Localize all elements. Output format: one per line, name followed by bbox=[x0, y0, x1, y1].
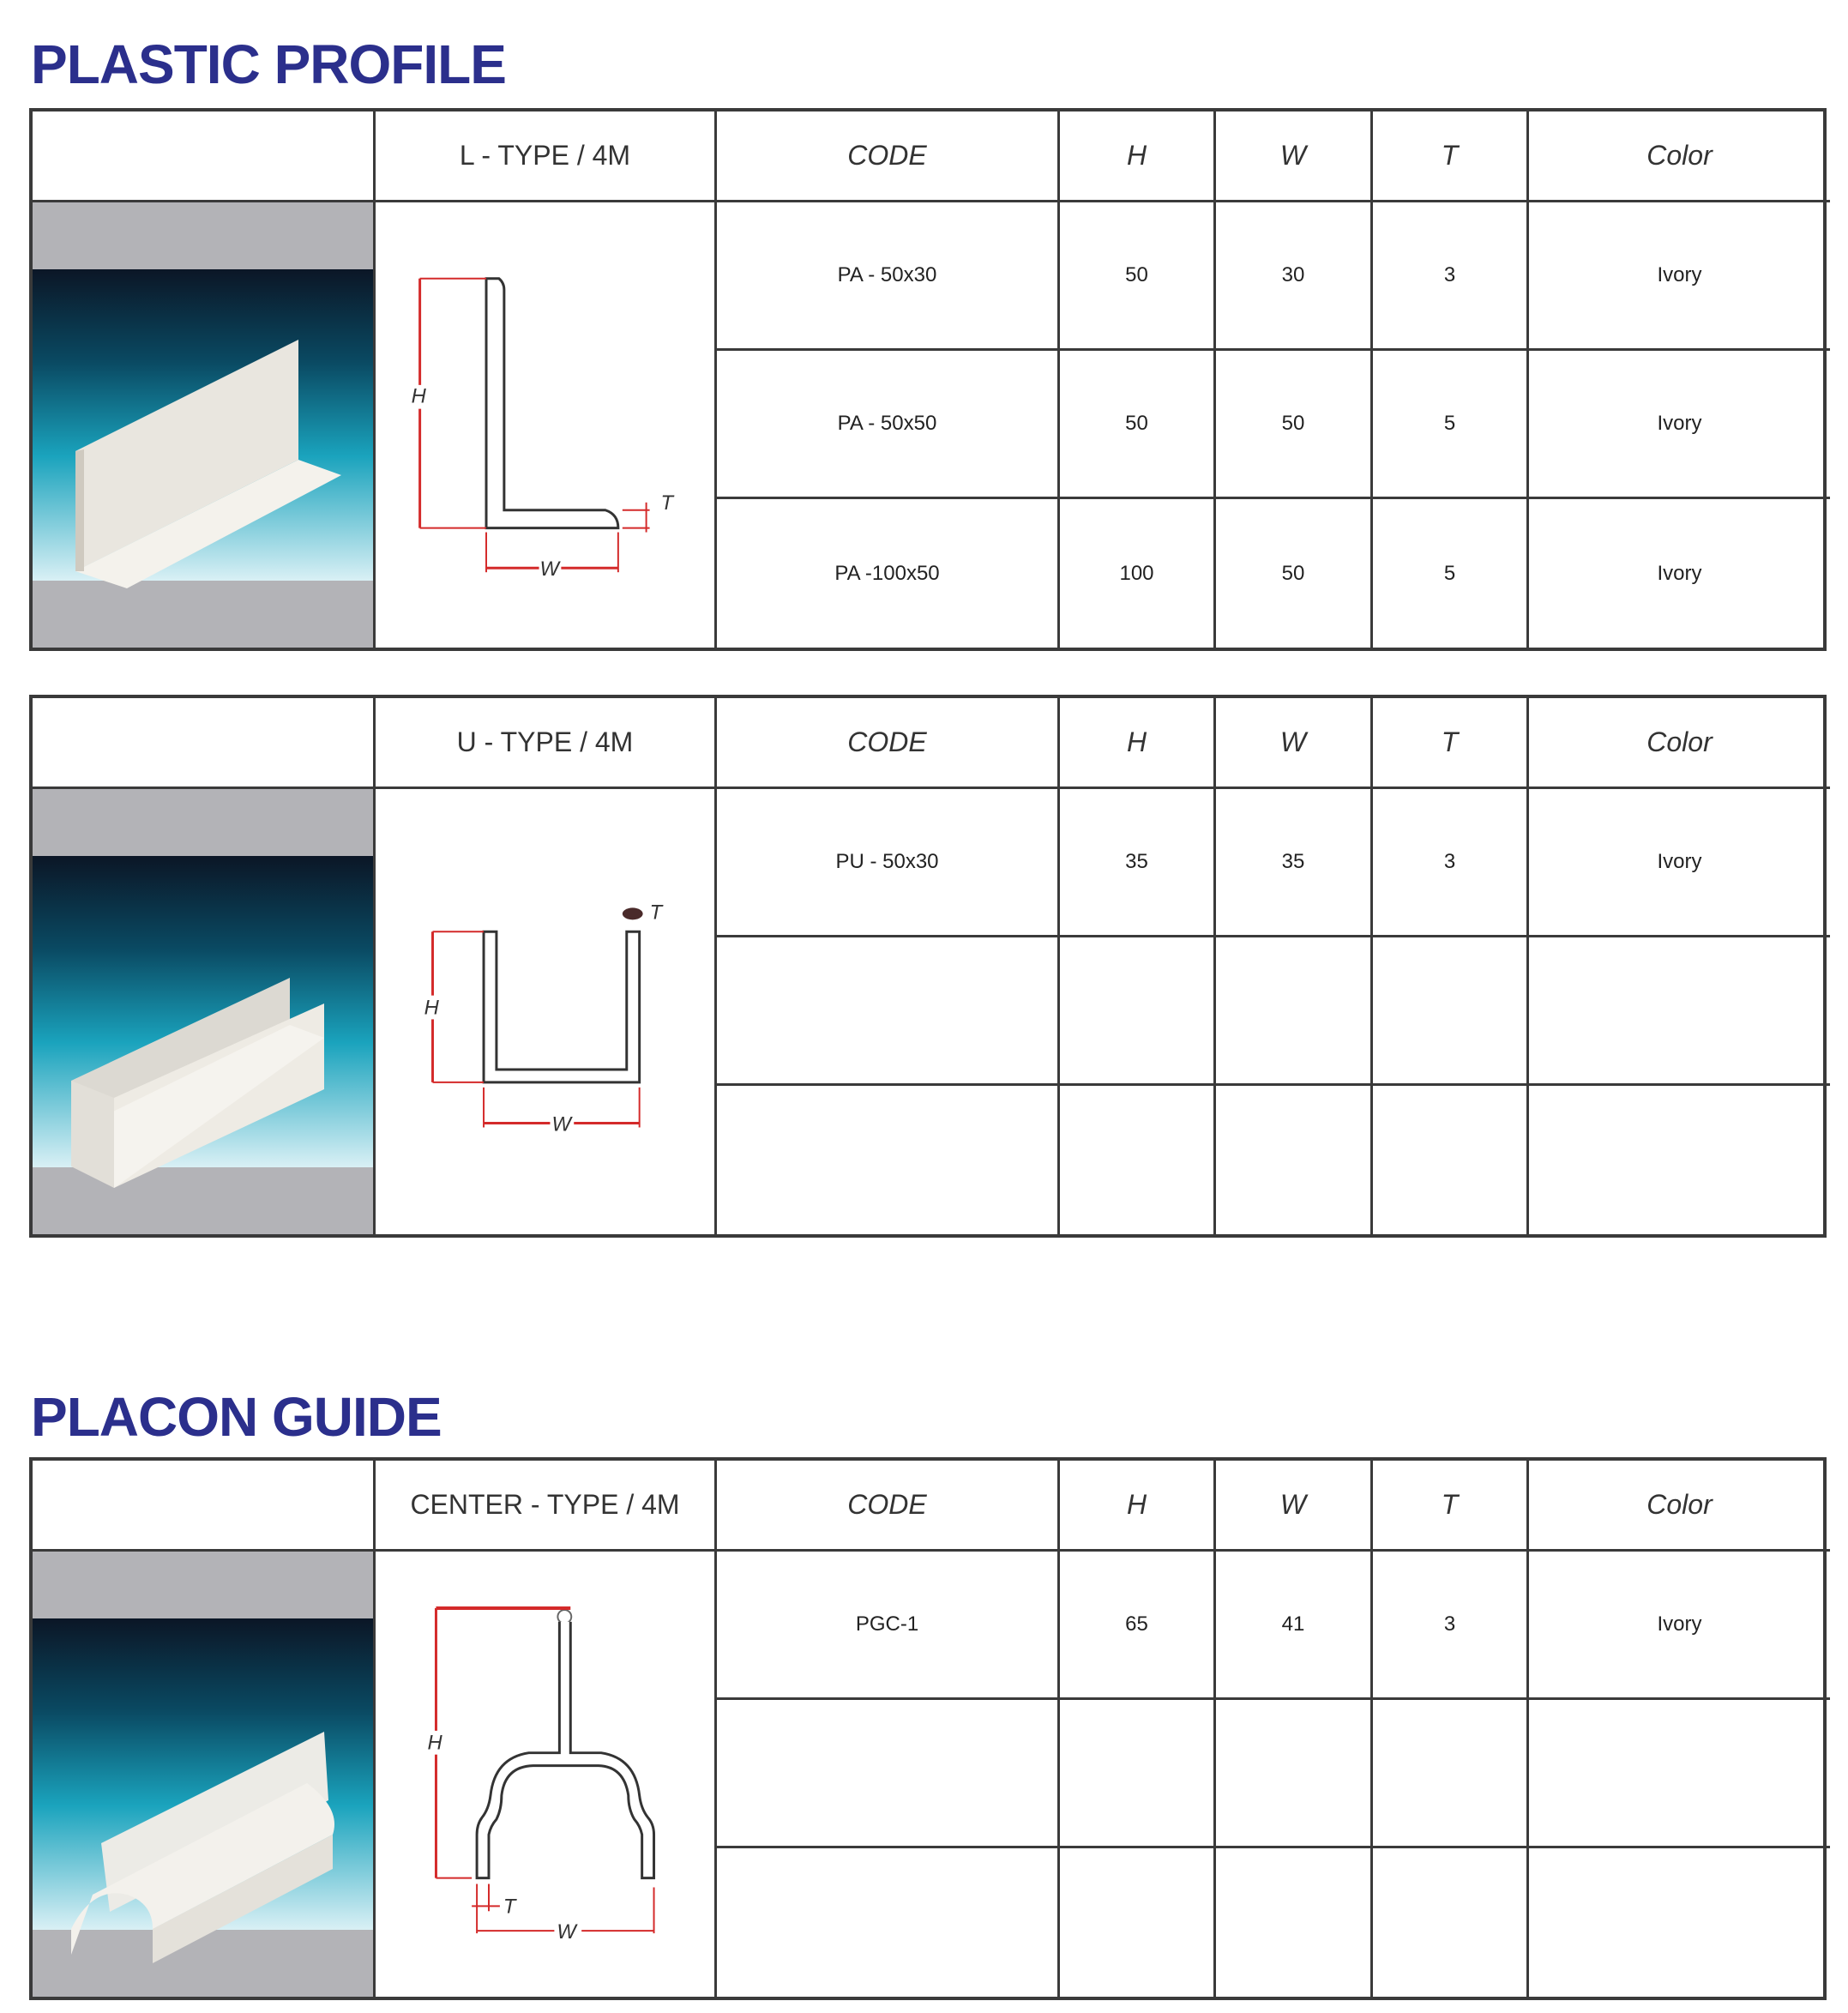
header-color: Color bbox=[1529, 698, 1830, 789]
cell-color bbox=[1529, 1086, 1830, 1234]
cell-h: 35 bbox=[1060, 789, 1216, 937]
type-label: U - TYPE / 4M bbox=[376, 698, 717, 789]
dim-label-t: T bbox=[660, 491, 674, 515]
cell-t bbox=[1373, 1848, 1529, 1997]
header-code: CODE bbox=[717, 698, 1060, 789]
cell-w: 35 bbox=[1216, 789, 1373, 937]
header-w: W bbox=[1216, 698, 1373, 789]
header-code: CODE bbox=[717, 1461, 1060, 1552]
cell-color: Ivory bbox=[1529, 789, 1830, 937]
cell-color: Ivory bbox=[1529, 1552, 1830, 1700]
cell-w bbox=[1216, 937, 1373, 1086]
cell-code: PA -100x50 bbox=[717, 499, 1060, 648]
product-table bbox=[29, 1457, 1827, 2000]
header-w: W bbox=[1216, 1461, 1373, 1552]
header-t: T bbox=[1373, 698, 1529, 789]
cell-w: 50 bbox=[1216, 351, 1373, 499]
section-title-plastic-profile: PLASTIC PROFILE bbox=[31, 33, 506, 95]
header-empty-cell bbox=[33, 1461, 376, 1552]
header-h: H bbox=[1060, 111, 1216, 202]
cell-w bbox=[1216, 1700, 1373, 1848]
profile-diagram bbox=[376, 789, 717, 1234]
section-title-placon-guide: PLACON GUIDE bbox=[31, 1386, 442, 1448]
header-color: Color bbox=[1529, 1461, 1830, 1552]
header-color: Color bbox=[1529, 111, 1830, 202]
cell-color bbox=[1529, 937, 1830, 1086]
header-h: H bbox=[1060, 1461, 1216, 1552]
cell-h bbox=[1060, 937, 1216, 1086]
dim-label-h: H bbox=[424, 995, 439, 1019]
dim-label-t: T bbox=[649, 900, 663, 924]
type-label: CENTER - TYPE / 4M bbox=[376, 1461, 717, 1552]
cell-color: Ivory bbox=[1657, 561, 1702, 585]
cell-w bbox=[1216, 1848, 1373, 1997]
cell-w bbox=[1216, 1086, 1373, 1234]
header-empty-cell bbox=[33, 698, 376, 789]
cell-t: 3 bbox=[1373, 789, 1529, 937]
profile-diagram bbox=[376, 202, 717, 648]
cell-t bbox=[1373, 937, 1529, 1086]
product-table bbox=[29, 695, 1827, 1238]
product-table bbox=[29, 108, 1827, 651]
cell-code bbox=[717, 937, 1060, 1086]
dim-label-h: H bbox=[411, 384, 426, 408]
dim-label-w: W bbox=[539, 557, 560, 581]
profile-diagram bbox=[376, 1552, 717, 1997]
cell-code: PA - 50x50 bbox=[717, 351, 1060, 499]
cell-w: 30 bbox=[1216, 202, 1373, 351]
cell-t: 5 bbox=[1373, 499, 1529, 648]
header-h: H bbox=[1060, 698, 1216, 789]
cell-h: 50 bbox=[1060, 351, 1216, 499]
cell-t bbox=[1373, 1086, 1529, 1234]
dim-label-w: W bbox=[557, 1920, 576, 1944]
product-photo bbox=[33, 202, 376, 648]
cell-w: 41 bbox=[1216, 1552, 1373, 1700]
cell-color: Ivory bbox=[1529, 202, 1830, 351]
cell-t: 3 bbox=[1373, 1552, 1529, 1700]
type-label: L - TYPE / 4M bbox=[376, 111, 717, 202]
header-t: T bbox=[1373, 111, 1529, 202]
cell-code bbox=[717, 1700, 1060, 1848]
header-w: W bbox=[1216, 111, 1373, 202]
cell-h: 50 bbox=[1060, 202, 1216, 351]
cell-h bbox=[1060, 1700, 1216, 1848]
product-photo bbox=[33, 1552, 376, 1997]
cell-color: Ivory bbox=[1529, 351, 1830, 499]
header-empty-cell bbox=[33, 111, 376, 202]
cell-code: PGC-1 bbox=[717, 1552, 1060, 1700]
cell-h: 65 bbox=[1060, 1552, 1216, 1700]
cell-code bbox=[717, 1848, 1060, 1997]
cell-t: 3 bbox=[1373, 202, 1529, 351]
cell-w: 50 bbox=[1216, 499, 1373, 648]
cell-code: PA - 50x30 bbox=[717, 202, 1060, 351]
cell-h bbox=[1060, 1848, 1216, 1997]
product-photo bbox=[33, 789, 376, 1234]
header-code: CODE bbox=[717, 111, 1060, 202]
cell-t bbox=[1373, 1700, 1529, 1848]
cell-t: 5 bbox=[1373, 351, 1529, 499]
dim-label-t: T bbox=[503, 1894, 516, 1918]
cell-h: 100 bbox=[1060, 499, 1216, 648]
dim-label-h: H bbox=[427, 1731, 442, 1755]
header-t: T bbox=[1373, 1461, 1529, 1552]
cell-code bbox=[717, 1086, 1060, 1234]
cell-color bbox=[1529, 1848, 1830, 1997]
cell-color bbox=[1529, 1700, 1830, 1848]
cell-h bbox=[1060, 1086, 1216, 1234]
dim-label-w: W bbox=[551, 1112, 571, 1136]
cell-code: PU - 50x30 bbox=[717, 789, 1060, 937]
